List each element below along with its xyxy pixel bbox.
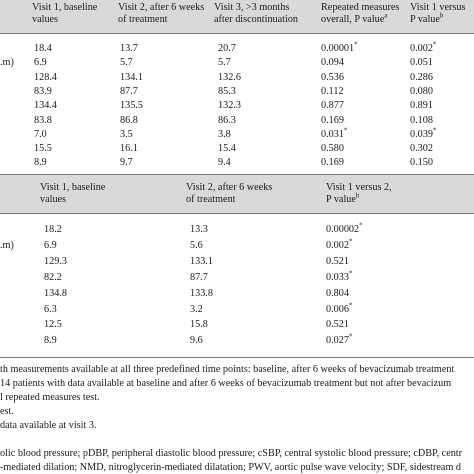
- t1-cell-repeated: 0.580: [321, 143, 344, 154]
- t1-header-repeated: Repeated measures overall, P value$^a$: [321, 2, 400, 25]
- t1-cell-visit1: 8.9: [34, 157, 47, 168]
- t2-cell-pvalue: 0.002*: [326, 237, 353, 251]
- t1-cell-visit2: 5.7: [120, 57, 133, 68]
- t1-cell-v1v2: 0.150: [410, 157, 433, 168]
- t1-cell-visit3: 85.3: [218, 86, 236, 97]
- t2-cell-pvalue: 0.027*: [326, 332, 353, 346]
- t1-cell-repeated: 0.169: [321, 115, 344, 126]
- footnote-line: -mediated dilation; NMD, nitroglycerin-mediated dilatation; PWV, aortic pulse wave velocity; SDF, sidestream d: [0, 462, 462, 473]
- t2-cell-visit2: 133.8: [190, 288, 213, 299]
- t1-header-visit1: Visit 1, baseline values: [32, 2, 98, 25]
- t1-header-visit3: Visit 3, >3 months after discontinuation: [214, 2, 299, 25]
- t1-cell-visit1: 83.9: [34, 86, 52, 97]
- t2-cell-visit1: 134.8: [44, 288, 67, 299]
- table2-bottom-rule: [0, 357, 474, 358]
- t1-cell-v1v2: 0.108: [410, 115, 433, 126]
- t2-cell-visit2: 5.6: [190, 240, 203, 251]
- t2-header-pvalue: Visit 1 versus 2, P value$^b$: [326, 182, 392, 205]
- t1-cell-v1v2: 0.302: [410, 143, 433, 154]
- t1-cell-visit1: 7.0: [34, 129, 47, 140]
- t1-cell-visit2: 135.5: [120, 100, 143, 111]
- t1-cell-visit1: 134.4: [34, 100, 57, 111]
- t1-cell-visit2: 86.8: [120, 115, 138, 126]
- footnote-line: data available at visit 3.: [0, 420, 97, 431]
- t1-cell-visit1: 18.4: [34, 43, 52, 54]
- t1-cell-repeated: 0.031*: [321, 126, 348, 140]
- t1-cell-visit1: 6.9: [34, 57, 47, 68]
- t2-header-visit1: Visit 1, baseline values: [40, 182, 106, 205]
- t1-cell-repeated: 0.094: [321, 57, 344, 68]
- t1-cell-v1v2: 0.891: [410, 100, 433, 111]
- t2-cell-visit2: 87.7: [190, 272, 208, 283]
- t2-cell-visit2: 13.3: [190, 224, 208, 235]
- t2-cell-visit1: 18.2: [44, 224, 62, 235]
- t1-header-v1v2: Visit 1 versus P value$^b$: [410, 2, 466, 25]
- footnote-line: 14 patients with data available at baseline and after 6 weeks of bevacizumab treatment but not after bevacizum: [0, 378, 452, 389]
- t1-cell-v1v2: 0.080: [410, 86, 433, 97]
- t1-cell-visit1: 128.4: [34, 72, 57, 83]
- t2-cell-pvalue: 0.00002*: [326, 221, 363, 235]
- t2-cell-visit2: 133.1: [190, 256, 213, 267]
- t1-row-label: .m): [0, 57, 14, 68]
- t2-cell-visit2: 3.2: [190, 304, 203, 315]
- t2-header-visit2: Visit 2, after 6 weeks of treatment: [186, 182, 273, 205]
- footnote-line: olic blood pressure; pDBP, peripheral diastolic blood pressure; cSBP, central systolic blood pressure; cDBP, centr: [0, 448, 463, 459]
- t1-cell-repeated: 0.112: [321, 86, 344, 97]
- t2-cell-pvalue: 0.033*: [326, 269, 353, 283]
- t1-cell-visit2: 87.7: [120, 86, 138, 97]
- t1-cell-visit3: 132.3: [218, 100, 241, 111]
- t1-cell-v1v2: 0.039*: [410, 126, 437, 140]
- t2-cell-visit2: 9.6: [190, 335, 203, 346]
- t2-cell-visit1: 8.9: [44, 335, 57, 346]
- t2-cell-visit1: 6.9: [44, 240, 57, 251]
- footnote-line: l repeated measures test.: [0, 392, 100, 403]
- t2-cell-visit1: 6.3: [44, 304, 57, 315]
- t1-cell-visit3: 5.7: [218, 57, 231, 68]
- t1-cell-v1v2: 0.286: [410, 72, 433, 83]
- t1-cell-visit2: 134.1: [120, 72, 143, 83]
- t1-cell-repeated: 0.169: [321, 157, 344, 168]
- footnote-line: est.: [0, 406, 14, 417]
- t1-cell-visit1: 15.5: [34, 143, 52, 154]
- t2-cell-visit1: 12.5: [44, 319, 62, 330]
- t1-cell-visit2: 16.1: [120, 143, 138, 154]
- t1-header-visit2: Visit 2, after 6 weeks of treatment: [118, 2, 205, 25]
- t2-cell-visit1: 82.2: [44, 272, 62, 283]
- t1-cell-visit3: 20.7: [218, 43, 236, 54]
- t1-cell-repeated: 0.00001*: [321, 40, 358, 54]
- t1-cell-visit2: 9.7: [120, 157, 133, 168]
- t1-cell-visit2: 13.7: [120, 43, 138, 54]
- t1-cell-visit3: 15.4: [218, 143, 236, 154]
- t2-cell-pvalue: 0.521: [326, 256, 349, 267]
- t2-cell-visit2: 15.8: [190, 319, 208, 330]
- t1-cell-visit3: 9.4: [218, 157, 231, 168]
- t1-cell-visit3: 86.3: [218, 115, 236, 126]
- t1-cell-visit3: 132.6: [218, 72, 241, 83]
- footnote-line: th measurements available at all three predefined time points: baseline, after 6 weeks of bevacizumab treatment: [0, 364, 455, 375]
- t1-cell-repeated: 0.877: [321, 100, 344, 111]
- t1-cell-visit3: 3.8: [218, 129, 231, 140]
- t2-cell-pvalue: 0.006*: [326, 301, 353, 315]
- t1-cell-repeated: 0.536: [321, 72, 344, 83]
- t1-cell-v1v2: 0.051: [410, 57, 433, 68]
- t2-cell-pvalue: 0.521: [326, 319, 349, 330]
- t1-cell-v1v2: 0.002*: [410, 40, 437, 54]
- t1-cell-visit2: 3.5: [120, 129, 133, 140]
- t2-cell-visit1: 129.3: [44, 256, 67, 267]
- t2-row-label: .m): [0, 240, 14, 251]
- t2-cell-pvalue: 0.804: [326, 288, 349, 299]
- t1-cell-visit1: 83.8: [34, 115, 52, 126]
